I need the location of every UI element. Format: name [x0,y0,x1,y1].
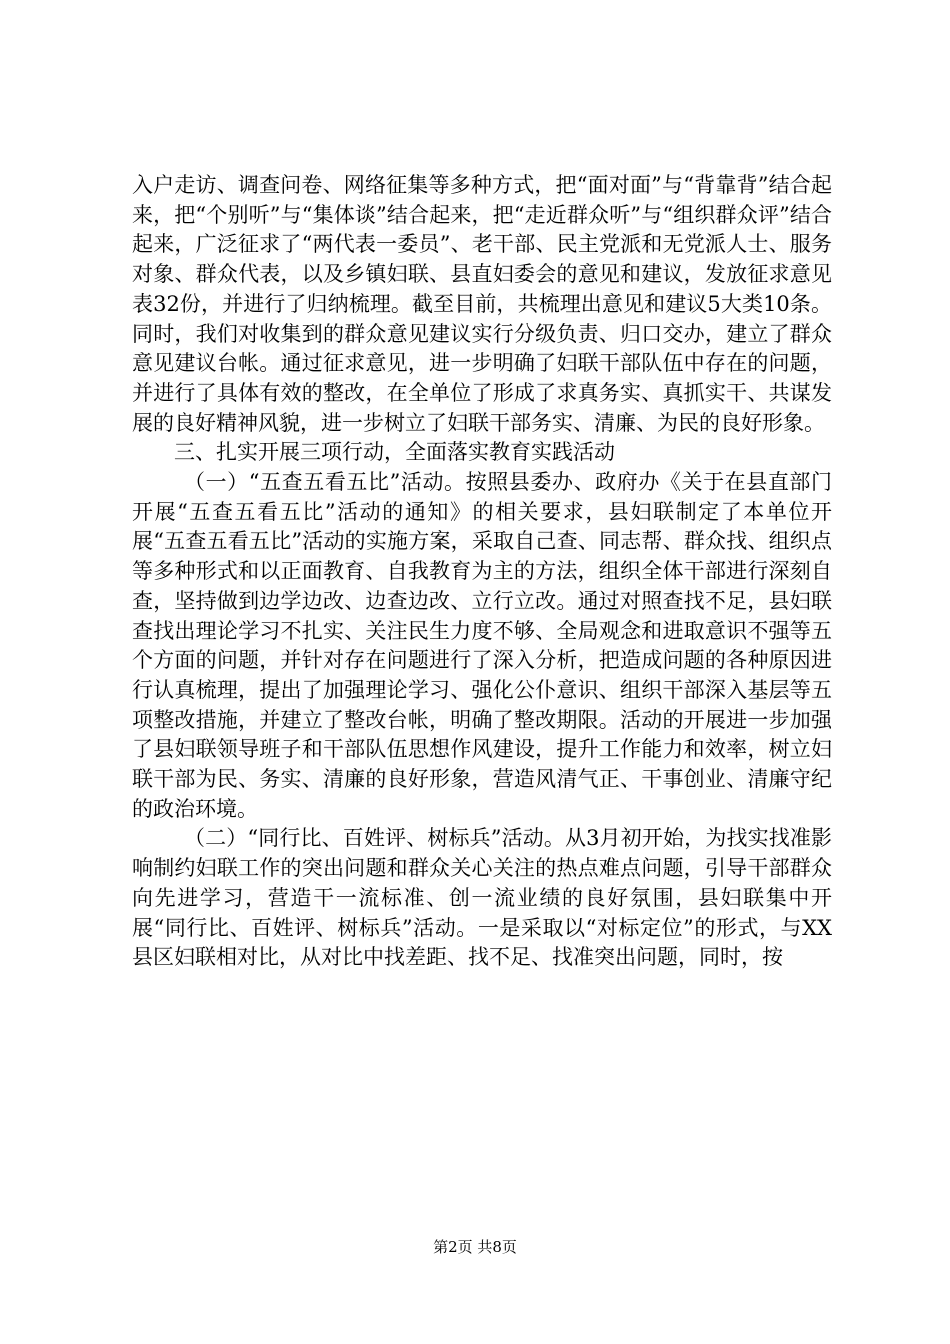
page-number-footer: 第2页 共8页 [433,1238,517,1256]
paragraph-3: （二）“同行比、百姓评、树标兵”活动。从3月初开始，为找实找准影响制约妇联工作的突出问题和群众关心关注的热点难点问题，引导干部群众向先进学习，营造干一流标准、创一流业绩的良好氛围，县妇联集中开展“同行比、百姓评、树标兵”活动。一是采取以“对标定位”的形式，与XX县区妇联相对比，从对比中找差距、找不足、找准突出问题，同时，按 [132,826,832,970]
section-heading: 三、扎实开展三项行动，全面落实教育实践活动 [174,440,615,465]
paragraph-2: （一）“五查五看五比”活动。按照县委办、政府办《关于在县直部门开展“五查五看五比”活动的通知》的相关要求，县妇联制定了本单位开展“五查五看五比”活动的实施方案，采取自己查、同志帮、群众找、组织点等多种形式和以正面教育、自我教育为主的方法，组织全体干部进行深刻自查，坚持做到边学边改、边查边改、立行立改。通过对照查找不足，县妇联查找出理论学习不扎实、关注民生力度不够、全局观念和进取意识不强等五个方面的问题，并针对存在问题进行了深入分析，把造成问题的各种原因进行认真梳理，提出了加强理论学习、强化公仆意识、组织干部深入基层等五项整改措施，并建立了整改台帐，明确了整改期限。活动的开展进一步加强了县妇联领导班子和干部队伍思想作风建设，提升工作能力和效率，树立妇联干部为民、务实、清廉的良好形象，营造风清气正、干事创业、清廉守纪的政治环境。 [132,470,832,821]
paragraph-1: 入户走访、调查问卷、网络征集等多种方式，把“面对面”与“背靠背”结合起来，把“个别听”与“集体谈”结合起来，把“走近群众听”与“组织群众评”结合起来，广泛征求了“两代表一委员”、老干部、民主党派和无党派人士、服务对象、群众代表，以及乡镇妇联、县直妇委会的意见和建议，发放征求意见表32份，并进行了归纳梳理。截至目前，共梳理出意见和建议5大类10条。同时，我们对收集到的群众意见建议实行分级负责、归口交办，建立了群众意见建议台帐。通过征求意见，进一步明确了妇联干部队伍中存在的问题，并进行了具体有效的整改，在全单位了形成了求真务实、真抓实干、共谋发展的良好精神风貌，进一步树立了妇联干部务实、清廉、为民的良好形象。 [132,173,832,435]
document-body [132,171,832,973]
